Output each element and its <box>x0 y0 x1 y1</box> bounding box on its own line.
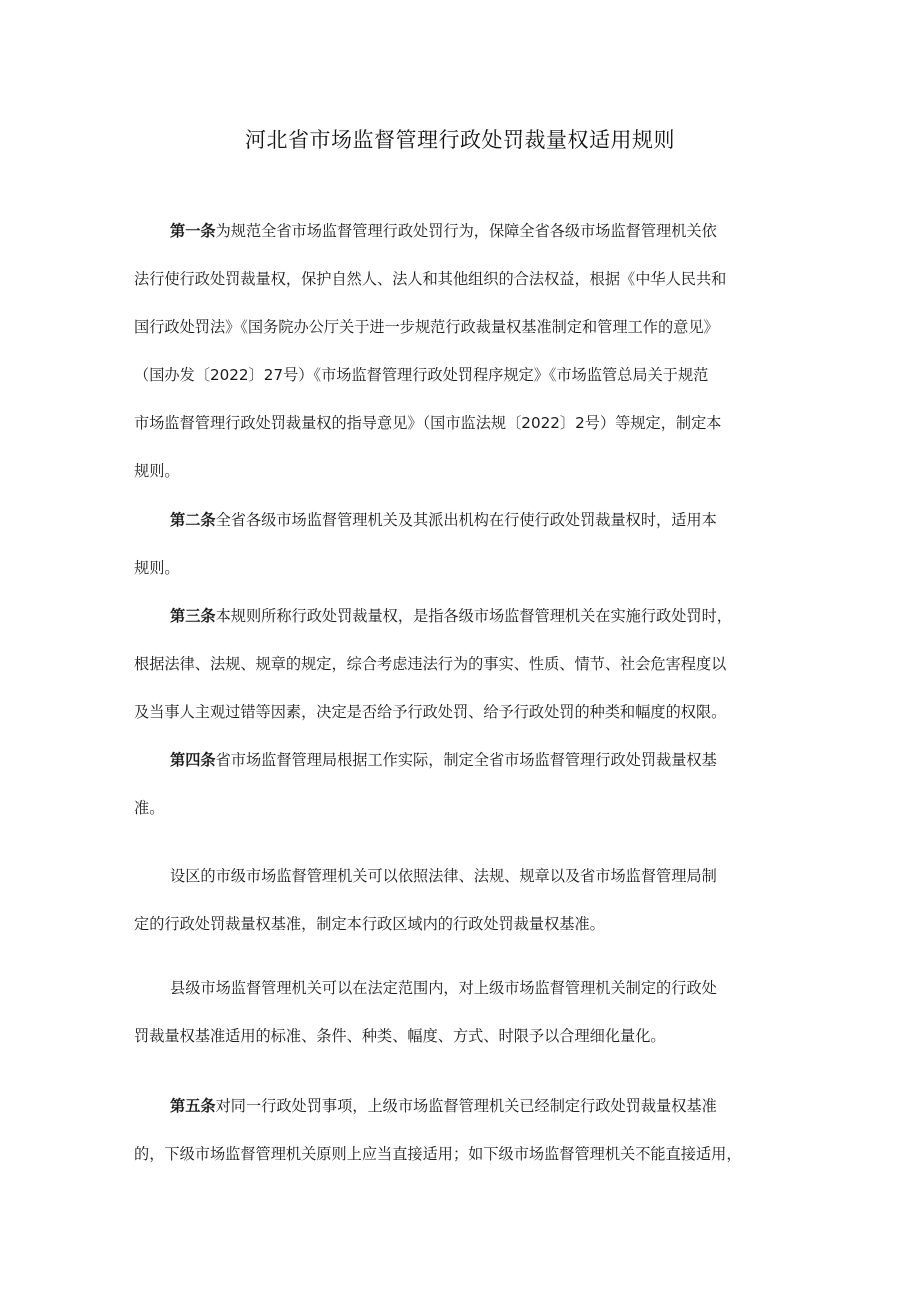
article-5-line-1 <box>170 1094 794 1118</box>
article-4-line-2: 准。 <box>134 799 165 817</box>
article-1-line-2: 法行使行政处罚裁量权，保护自然人、法人和其他组织的合法权益，根据《中华人民共和 <box>134 270 727 288</box>
article-3-line-2: 根据法律、法规、规章的规定，综合考虑违法行为的事实、性质、情节、社会危害程度以 <box>134 655 727 673</box>
article-1-line-6: 规则。 <box>134 462 180 480</box>
county-paragraph-line-1: 县级市场监督管理机关可以在法定范围内，对上级市场监督管理机关制定的行政处 <box>170 979 717 997</box>
city-paragraph-line-1: 设区的市级市场监督管理机关可以依照法律、法规、规章以及省市场监督管理局制 <box>170 867 717 885</box>
article-5-label: 第五条 <box>170 1097 216 1115</box>
article-5-text: 对同一行政处罚事项，上级市场监督管理机关已经制定行政处罚裁量权基准 <box>215 1097 717 1115</box>
article-1-line-3: 国行政处罚法》《国务院办公厅关于进一步规范行政裁量权基准制定和管理工作的意见》 <box>134 318 719 336</box>
article-3-line-1 <box>170 604 794 628</box>
county-paragraph-line-2: 罚裁量权基准适用的标准、条件、种类、幅度、方式、时限予以合理细化量化。 <box>134 1027 666 1045</box>
city-paragraph-line-2: 定的行政处罚裁量权基准，制定本行政区域内的行政处罚裁量权基准。 <box>134 915 605 933</box>
article-1-label: 第一条 <box>170 222 216 240</box>
article-2-text: 全省各级市场监督管理机关及其派出机构在行使行政处罚裁量权时，适用本 <box>215 511 717 529</box>
article-3-label: 第三条 <box>170 607 216 625</box>
article-4-label: 第四条 <box>170 751 216 769</box>
article-5-line-2: 的，下级市场监督管理机关原则上应当直接适用；如下级市场监督管理机关不能直接适用， <box>134 1145 742 1163</box>
article-1-line-4: （国办发〔2022〕27号）《市场监督管理行政处罚程序规定》《市场监管总局关于规范 <box>134 366 709 384</box>
article-4-text: 省市场监督管理局根据工作实际，制定全省市场监督管理行政处罚裁量权基 <box>215 751 717 769</box>
article-3-text: 本规则所称行政处罚裁量权，是指各级市场监督管理机关在实施行政处罚时， <box>215 607 732 625</box>
article-1-text: 为规范全省市场监督管理行政处罚行为，保障全省各级市场监督管理机关依 <box>215 222 717 240</box>
article-3-line-3: 及当事人主观过错等因素，决定是否给予行政处罚、给予行政处罚的种类和幅度的权限。 <box>134 703 727 721</box>
article-1-line-1 <box>170 219 794 243</box>
article-2-line-2: 规则。 <box>134 559 180 577</box>
article-4-line-1 <box>170 748 794 772</box>
article-2-label: 第二条 <box>170 511 216 529</box>
document-title: 河北省市场监督管理行政处罚裁量权适用规则 <box>245 128 675 152</box>
article-1-line-5: 市场监督管理行政处罚裁量权的指导意见》（国市监法规〔2022〕2号）等规定，制定本 <box>134 414 722 432</box>
article-2-line-1 <box>170 508 794 532</box>
